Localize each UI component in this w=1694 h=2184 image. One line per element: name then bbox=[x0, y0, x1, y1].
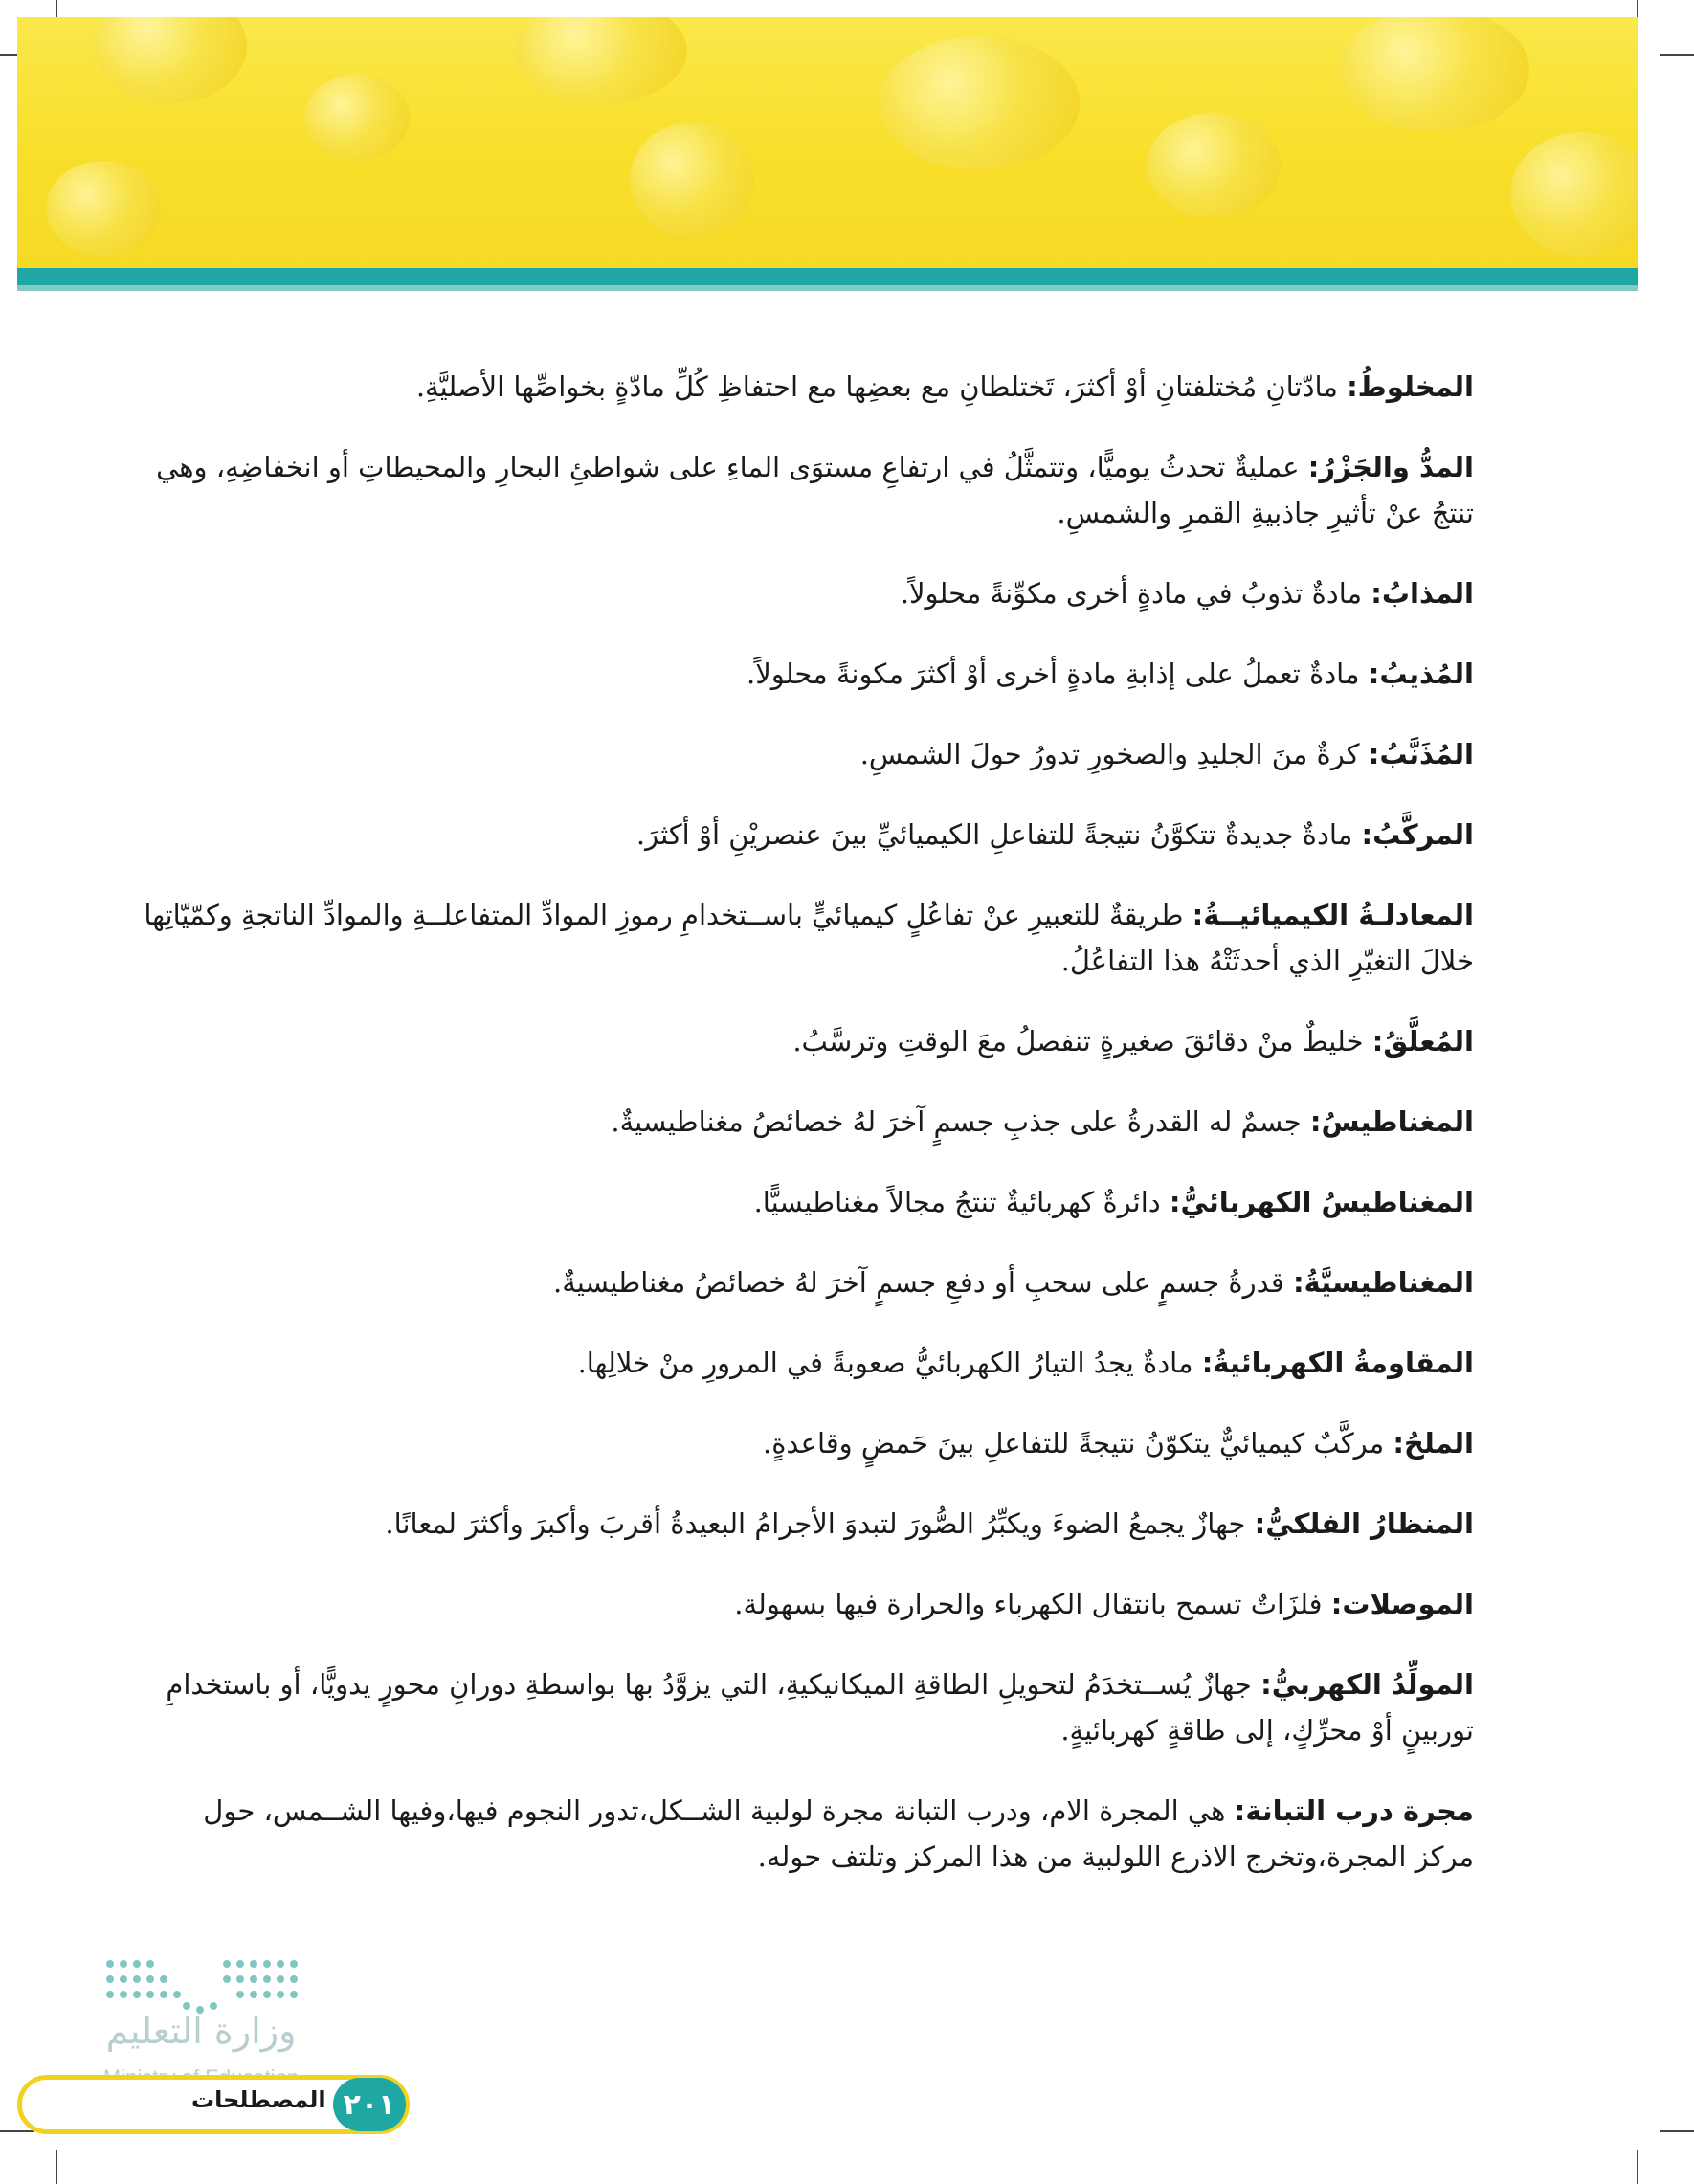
glossary-definition: فلزَاتٌ تسمح بانتقال الكهرباء والحرارة فيها بسهولة. bbox=[734, 1588, 1331, 1620]
banner-bubble bbox=[630, 123, 754, 237]
crop-mark bbox=[56, 2150, 57, 2184]
glossary-term: المدُّ والجَزْرُ: bbox=[1307, 451, 1474, 483]
glossary-term: المولِّدُ الكهربيُّ: bbox=[1260, 1668, 1474, 1701]
glossary-term: المغناطيسُ الكهربائيُّ: bbox=[1169, 1186, 1474, 1218]
glossary-term: المنظارُ الفلكيُّ: bbox=[1254, 1507, 1474, 1540]
banner-bubble bbox=[515, 17, 687, 103]
ministry-name-ar: وزارة التعليم bbox=[105, 2010, 297, 2052]
glossary-entry bbox=[144, 1340, 1474, 1386]
banner-bubble bbox=[1338, 17, 1529, 132]
crop-mark bbox=[1660, 2130, 1694, 2132]
glossary-entry bbox=[144, 1099, 1474, 1145]
glossary-definition: مادةٌ يجدُ التيارُ الكهربائيُّ صعوبةً في المرورِ منْ خلالِها. bbox=[577, 1347, 1202, 1379]
glossary-definition: مادّتانِ مُختلفتانِ أوْ أكثرَ، تَختلطانِ مع بعضِها مع احتفاظِ كُلِّ مادّةٍ بخواصِّها الأصليَّةِ. bbox=[415, 370, 1348, 403]
glossary-definition: جهازٌ يجمعُ الضوءَ ويكبِّرُ الصُّورَ لتبدوَ الأجرامُ البعيدةُ أقربَ وأكبرَ وأكثرَ لمعانًا. bbox=[385, 1507, 1255, 1540]
glossary-list bbox=[144, 364, 1474, 1914]
glossary-term: المُذَنَّبُ: bbox=[1368, 738, 1474, 770]
banner-bubble bbox=[304, 75, 410, 161]
glossary-entry bbox=[144, 1581, 1474, 1627]
glossary-term: المغناطيسيَّةُ: bbox=[1292, 1266, 1474, 1299]
glossary-definition: مركَّبٌ كيميائيٌّ يتكوّنُ نتيجةً للتفاعلِ بينَ حَمضٍ وقاعدةٍ. bbox=[763, 1427, 1393, 1460]
header-stripe bbox=[17, 268, 1638, 285]
page-number: ٢٠١ bbox=[333, 2078, 406, 2131]
glossary-term: المركَّبُ: bbox=[1361, 818, 1474, 851]
glossary-term: الملحُ: bbox=[1393, 1427, 1474, 1460]
glossary-term: المقاومةُ الكهربائيةُ: bbox=[1201, 1347, 1474, 1379]
glossary-term: المُعلَّقُ: bbox=[1371, 1025, 1474, 1058]
glossary-term: المُذيبُ: bbox=[1368, 657, 1474, 690]
glossary-entry bbox=[144, 892, 1474, 984]
banner-bubble bbox=[94, 17, 247, 103]
glossary-definition: مادةٌ تذوبُ في مادةٍ أخرى مكوِّنةً محلولاً. bbox=[900, 577, 1371, 610]
glossary-term: المغناطيسُ: bbox=[1309, 1105, 1474, 1138]
glossary-definition: كرةٌ منَ الجليدِ والصخورِ تدورُ حولَ الشمسِ. bbox=[859, 738, 1369, 770]
glossary-entry bbox=[144, 1501, 1474, 1547]
glossary-term: المذابُ: bbox=[1371, 577, 1474, 610]
glossary-definition: هي المجرة الام، ودرب التبانة مجرة لولبية الشــكل،تدور النجوم فيها،وفيها الشــمس، حول مركز المجرة،وتخرج الاذرع اللولبية من هذا المركز وتلتف حوله. bbox=[203, 1794, 1474, 1873]
glossary-entry bbox=[144, 812, 1474, 858]
glossary-definition: طريقةٌ للتعبيرِ عنْ تفاعُلٍ كيميائيٍّ باســتخدامِ رموزِ الموادِّ المتفاعلــةِ والموادِّ الناتجةِ وكمّيّاتِها خلالَ التغيّرِ الذي أحدثَتْهُ هذا التفاعُلُ. bbox=[144, 899, 1474, 977]
banner-bubble bbox=[1510, 132, 1638, 256]
glossary-definition: خليطٌ منْ دقائقَ صغيرةٍ تنفصلُ معَ الوقتِ وترسَّبُ. bbox=[792, 1025, 1372, 1058]
crop-mark bbox=[1660, 54, 1694, 56]
header-banner bbox=[17, 17, 1638, 268]
glossary-term: مجرة درب التبانة: bbox=[1234, 1794, 1474, 1827]
glossary-definition: جسمٌ له القدرةُ على جذبِ جسمٍ آخرَ لهُ خصائصُ مغناطيسيةٌ. bbox=[611, 1105, 1310, 1138]
glossary-entry bbox=[144, 1661, 1474, 1753]
glossary-definition: دائرةٌ كهربائيةٌ تنتجُ مجالاً مغناطيسيًّا. bbox=[753, 1186, 1170, 1218]
glossary-definition: جهازٌ يُســتخدَمُ لتحويلِ الطاقةِ الميكانيكيةِ، التي يزوَّدُ بها بواسطةِ دورانِ محورٍ يدويًّا، أو باستخدامِ توربينٍ أوْ محرِّكٍ، إلى طاقةٍ كهربائيةٍ. bbox=[166, 1668, 1474, 1747]
glossary-term: المعادلـةُ الكيميائيــةُ: bbox=[1192, 899, 1474, 931]
header-stripe-light bbox=[17, 285, 1638, 291]
glossary-entry bbox=[144, 1259, 1474, 1305]
section-label: المصطلحات bbox=[191, 2086, 326, 2113]
glossary-entry bbox=[144, 1788, 1474, 1880]
crop-mark bbox=[1637, 2150, 1638, 2184]
glossary-entry bbox=[144, 364, 1474, 410]
glossary-entry bbox=[144, 1018, 1474, 1064]
glossary-term: المخلوطُ: bbox=[1347, 370, 1474, 403]
glossary-entry bbox=[144, 1179, 1474, 1225]
glossary-definition: قدرةُ جسمٍ على سحبِ أو دفعِ جسمٍ آخرَ لهُ خصائصُ مغناطيسيةٌ. bbox=[553, 1266, 1293, 1299]
glossary-entry bbox=[144, 1420, 1474, 1466]
banner-bubble bbox=[1147, 113, 1281, 218]
glossary-entry bbox=[144, 731, 1474, 777]
glossary-definition: مادةٌ جديدةٌ تتكوَّنُ نتيجةً للتفاعلِ الكيميائيِّ بينَ عنصريْنِ أوْ أكثرَ. bbox=[635, 818, 1362, 851]
glossary-entry bbox=[144, 444, 1474, 536]
crop-mark bbox=[0, 2130, 34, 2132]
glossary-entry bbox=[144, 570, 1474, 616]
glossary-term: الموصلات: bbox=[1330, 1588, 1474, 1620]
glossary-entry bbox=[144, 651, 1474, 697]
banner-bubble bbox=[879, 36, 1080, 170]
glossary-definition: عمليةٌ تحدثُ يوميًّا، وتتمثَّلُ في ارتفاعِ مستوَى الماءِ على شواطئِ البحارِ والمحيطاتِ أو انخفاضِهِ، وهي تنتجُ عنْ تأثيرِ جاذبيةِ القمرِ والشمسِ. bbox=[156, 451, 1474, 529]
glossary-definition: مادةٌ تعملُ على إذابةِ مادةٍ أخرى أوْ أكثرَ مكونةً محلولاً. bbox=[747, 657, 1369, 690]
banner-bubble bbox=[46, 161, 161, 256]
